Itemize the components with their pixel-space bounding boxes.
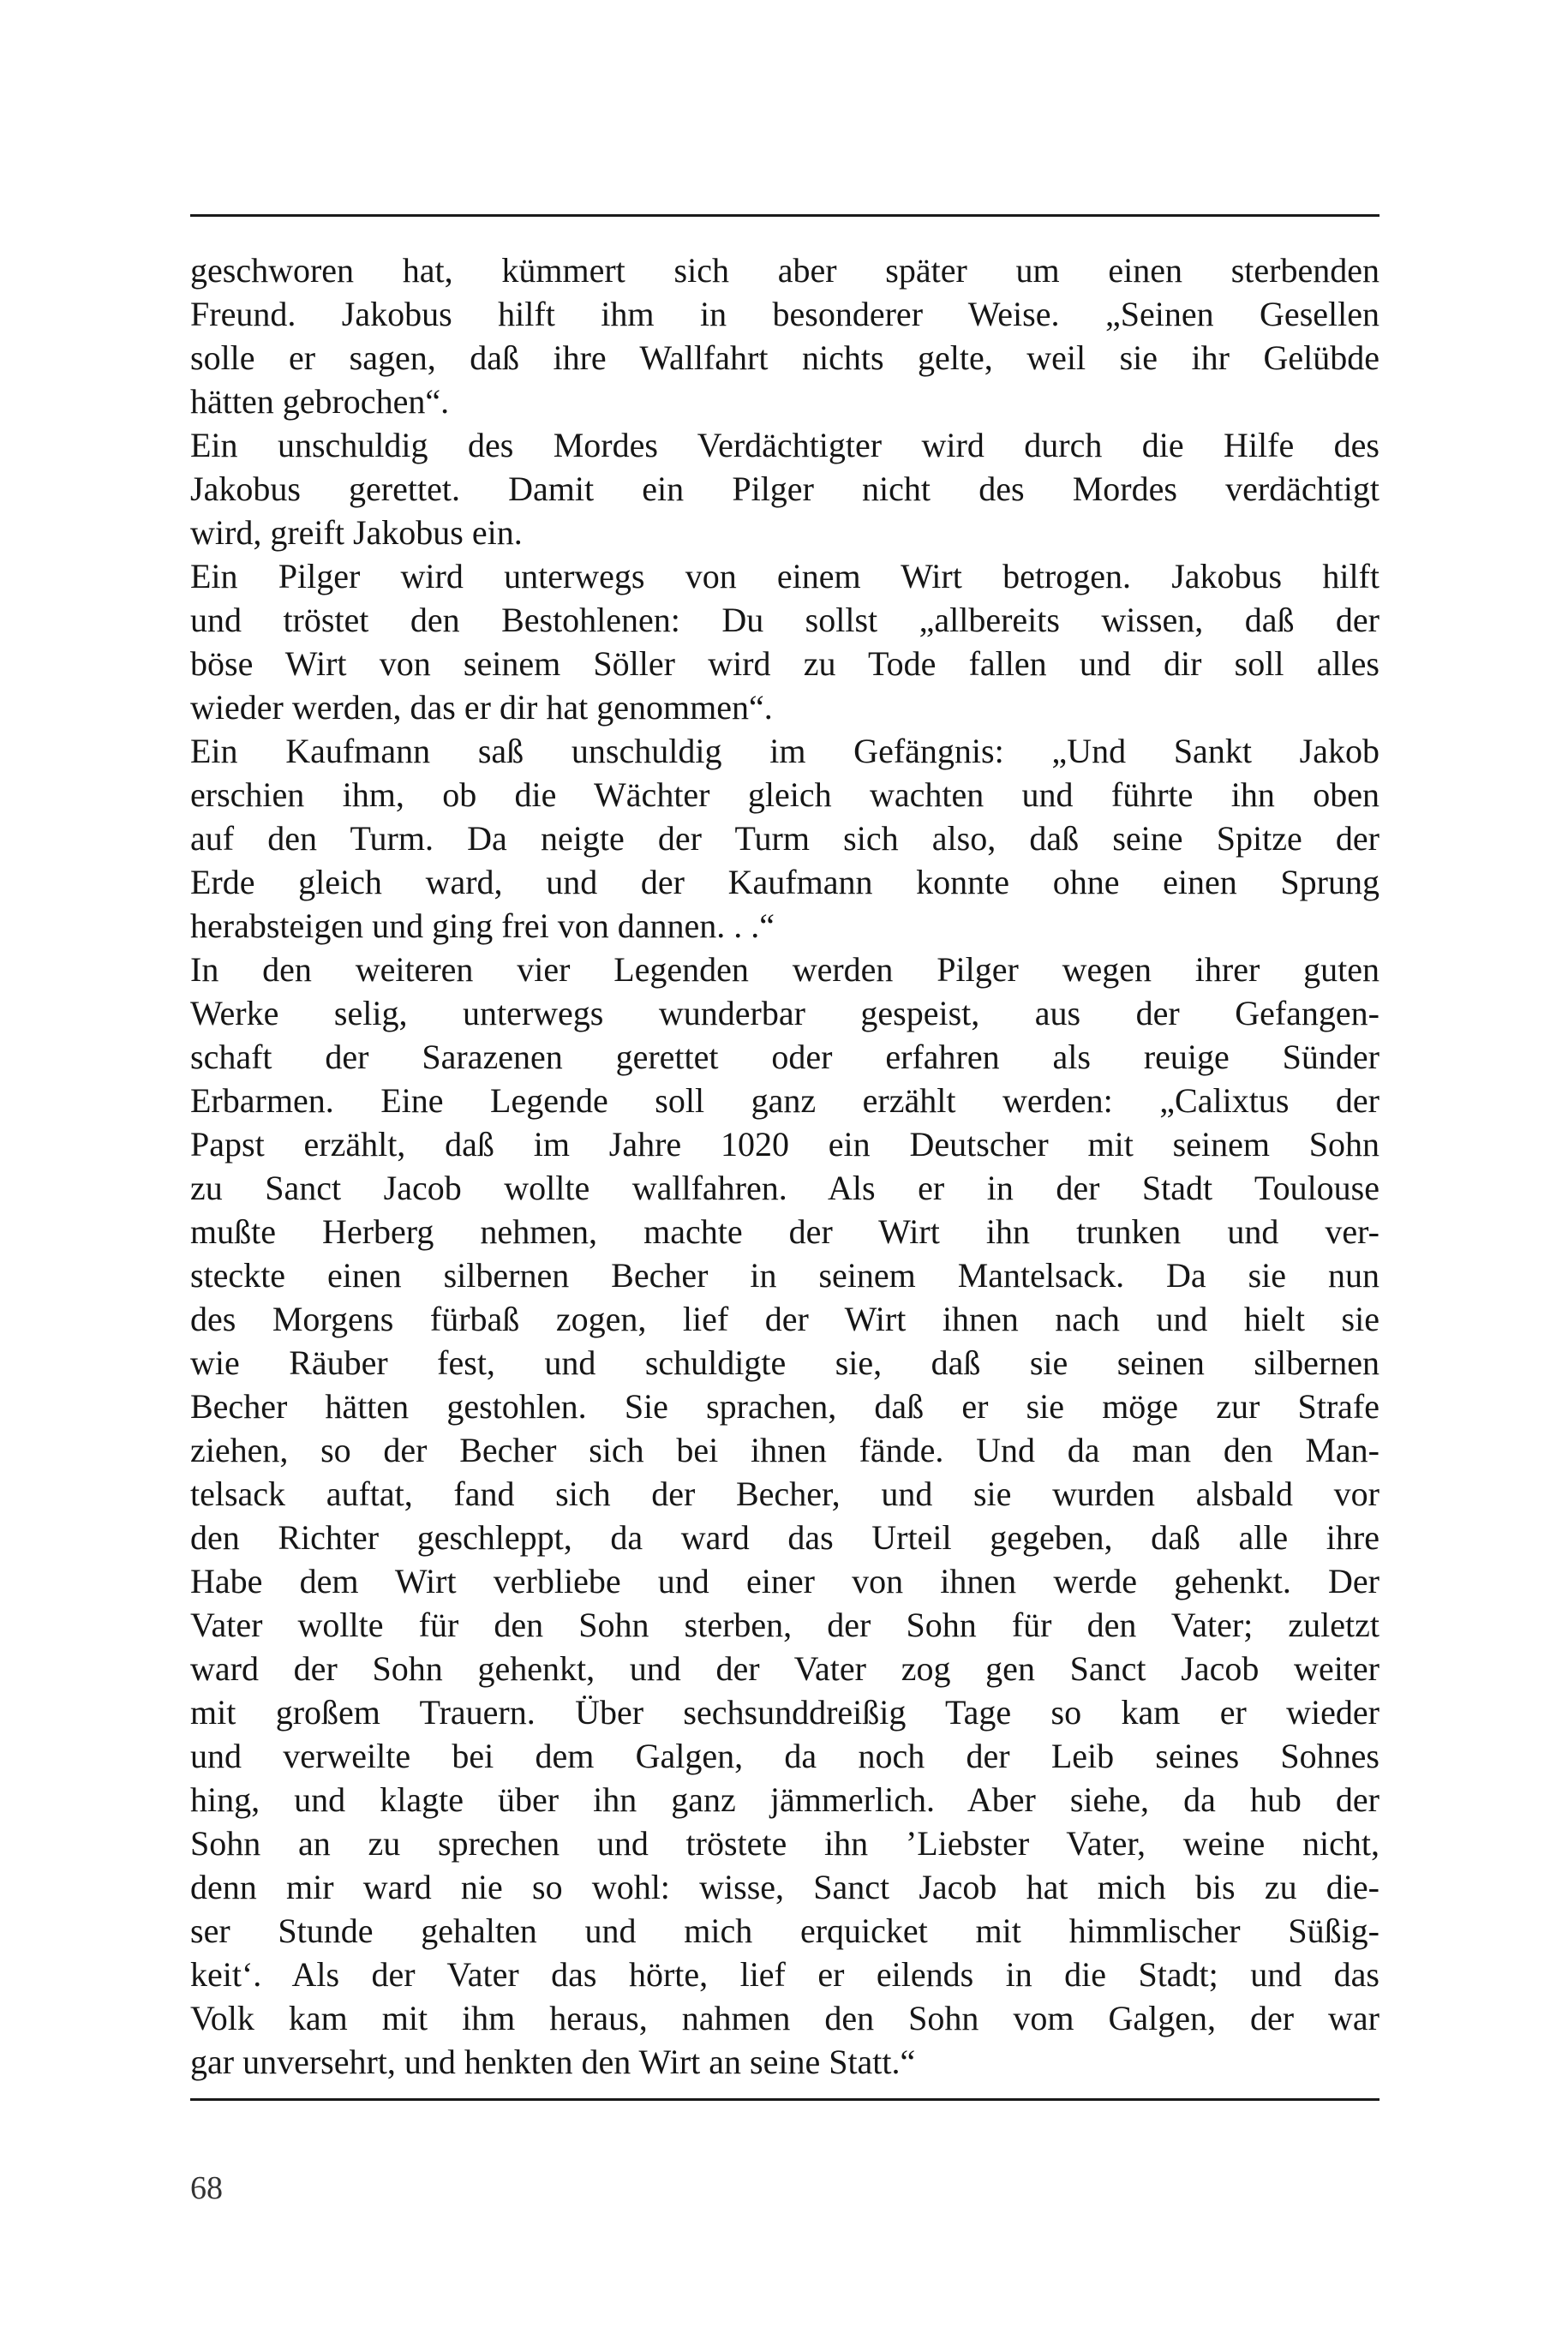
text-line: ward der Sohn gehenkt, und der Vater zog gen Sanct Jacob weiter (190, 1649, 1379, 1688)
text-line: Papst erzählt, daß im Jahre 1020 ein Deutscher mit seinem Sohn (190, 1125, 1379, 1164)
text-line: Becher hätten gestohlen. Sie sprachen, daß er sie möge zur Strafe (190, 1387, 1379, 1426)
text-line: Freund. Jakobus hilft ihm in besonderer Weise. „Seinen Gesellen (190, 295, 1379, 333)
text-line: herabsteigen und ging frei von dannen. . .“ (190, 906, 775, 945)
text-line: und verweilte bei dem Galgen, da noch der Leib seines Sohnes (190, 1737, 1379, 1775)
text-line: Jakobus gerettet. Damit ein Pilger nicht des Mordes verdächtigt (190, 470, 1379, 508)
text-line: den Richter geschleppt, da ward das Urteil gegeben, daß alle ihre (190, 1518, 1379, 1557)
text-line: schaft der Sarazenen gerettet oder erfahren als reuige Sünder (190, 1038, 1379, 1076)
text-line: wird, greift Jakobus ein. (190, 513, 523, 552)
bottom-rule (190, 2098, 1379, 2101)
text-line: steckte einen silbernen Becher in seinem Mantelsack. Da sie nun (190, 1256, 1379, 1295)
text-line: auf den Turm. Da neigte der Turm sich also, daß seine Spitze der (190, 819, 1379, 858)
text-line: Werke selig, unterwegs wunderbar gespeist, aus der Gefangen- (190, 994, 1379, 1032)
text-line: Erde gleich ward, und der Kaufmann konnte ohne einen Sprung (190, 863, 1379, 901)
text-line: ser Stunde gehalten und mich erquicket mit himmlischer Süßig- (190, 1911, 1379, 1950)
text-line: hing, und klagte über ihn ganz jämmerlich. Aber siehe, da hub der (190, 1780, 1379, 1819)
text-line: Sohn an zu sprechen und tröstete ihn ’Liebster Vater, weine nicht, (190, 1824, 1379, 1863)
text-line: denn mir ward nie so wohl: wisse, Sanct Jacob hat mich bis zu die- (190, 1868, 1379, 1906)
text-line: hätten gebrochen“. (190, 382, 450, 421)
text-line: Volk kam mit ihm heraus, nahmen den Sohn vom Galgen, der war (190, 1999, 1379, 2037)
text-line: des Morgens fürbaß zogen, lief der Wirt ihnen nach und hielt sie (190, 1300, 1379, 1338)
text-line: Ein Kaufmann saß unschuldig im Gefängnis: „Und Sankt Jakob (190, 732, 1379, 770)
text-line: ziehen, so der Becher sich bei ihnen fände. Und da man den Man- (190, 1431, 1379, 1469)
text-line: erschien ihm, ob die Wächter gleich wachten und führte ihn oben (190, 775, 1379, 814)
text-line: mit großem Trauern. Über sechsunddreißig Tage so kam er wieder (190, 1693, 1379, 1732)
text-line: wie Räuber fest, und schuldigte sie, daß sie seinen silbernen (190, 1343, 1379, 1382)
text-line: solle er sagen, daß ihre Wallfahrt nichts gelte, weil sie ihr Gelübde (190, 338, 1379, 377)
text-line: geschworen hat, kümmert sich aber später um einen sterbenden (190, 251, 1379, 290)
text-line: keit‘. Als der Vater das hörte, lief er eilends in die Stadt; und das (190, 1955, 1379, 1994)
text-line: In den weiteren vier Legenden werden Pilger wegen ihrer guten (190, 950, 1379, 989)
text-line: mußte Herberg nehmen, machte der Wirt ihn trunken und ver- (190, 1212, 1379, 1251)
body-text (190, 248, 1379, 2084)
page-number: 68 (190, 2170, 223, 2206)
text-line: Habe dem Wirt verbliebe und einer von ihnen werde gehenkt. Der (190, 1562, 1379, 1600)
text-line: telsack auftat, fand sich der Becher, und sie wurden alsbald vor (190, 1475, 1379, 1513)
text-line: wieder werden, das er dir hat genommen“. (190, 688, 773, 727)
top-rule (190, 214, 1379, 217)
text-line: zu Sanct Jacob wollte wallfahren. Als er in der Stadt Toulouse (190, 1169, 1379, 1207)
text-line: Vater wollte für den Sohn sterben, der Sohn für den Vater; zuletzt (190, 1606, 1379, 1644)
text-line: und tröstet den Bestohlenen: Du sollst „allbereits wissen, daß der (190, 601, 1379, 639)
text-line: Erbarmen. Eine Legende soll ganz erzählt werden: „Calixtus der (190, 1081, 1379, 1120)
text-line: Ein unschuldig des Mordes Verdächtigter wird durch die Hilfe des (190, 426, 1379, 464)
text-line: Ein Pilger wird unterwegs von einem Wirt betrogen. Jakobus hilft (190, 557, 1379, 595)
text-line: gar unversehrt, und henkten den Wirt an seine Statt.“ (190, 2043, 916, 2081)
text-line: böse Wirt von seinem Söller wird zu Tode fallen und dir soll alles (190, 644, 1379, 683)
